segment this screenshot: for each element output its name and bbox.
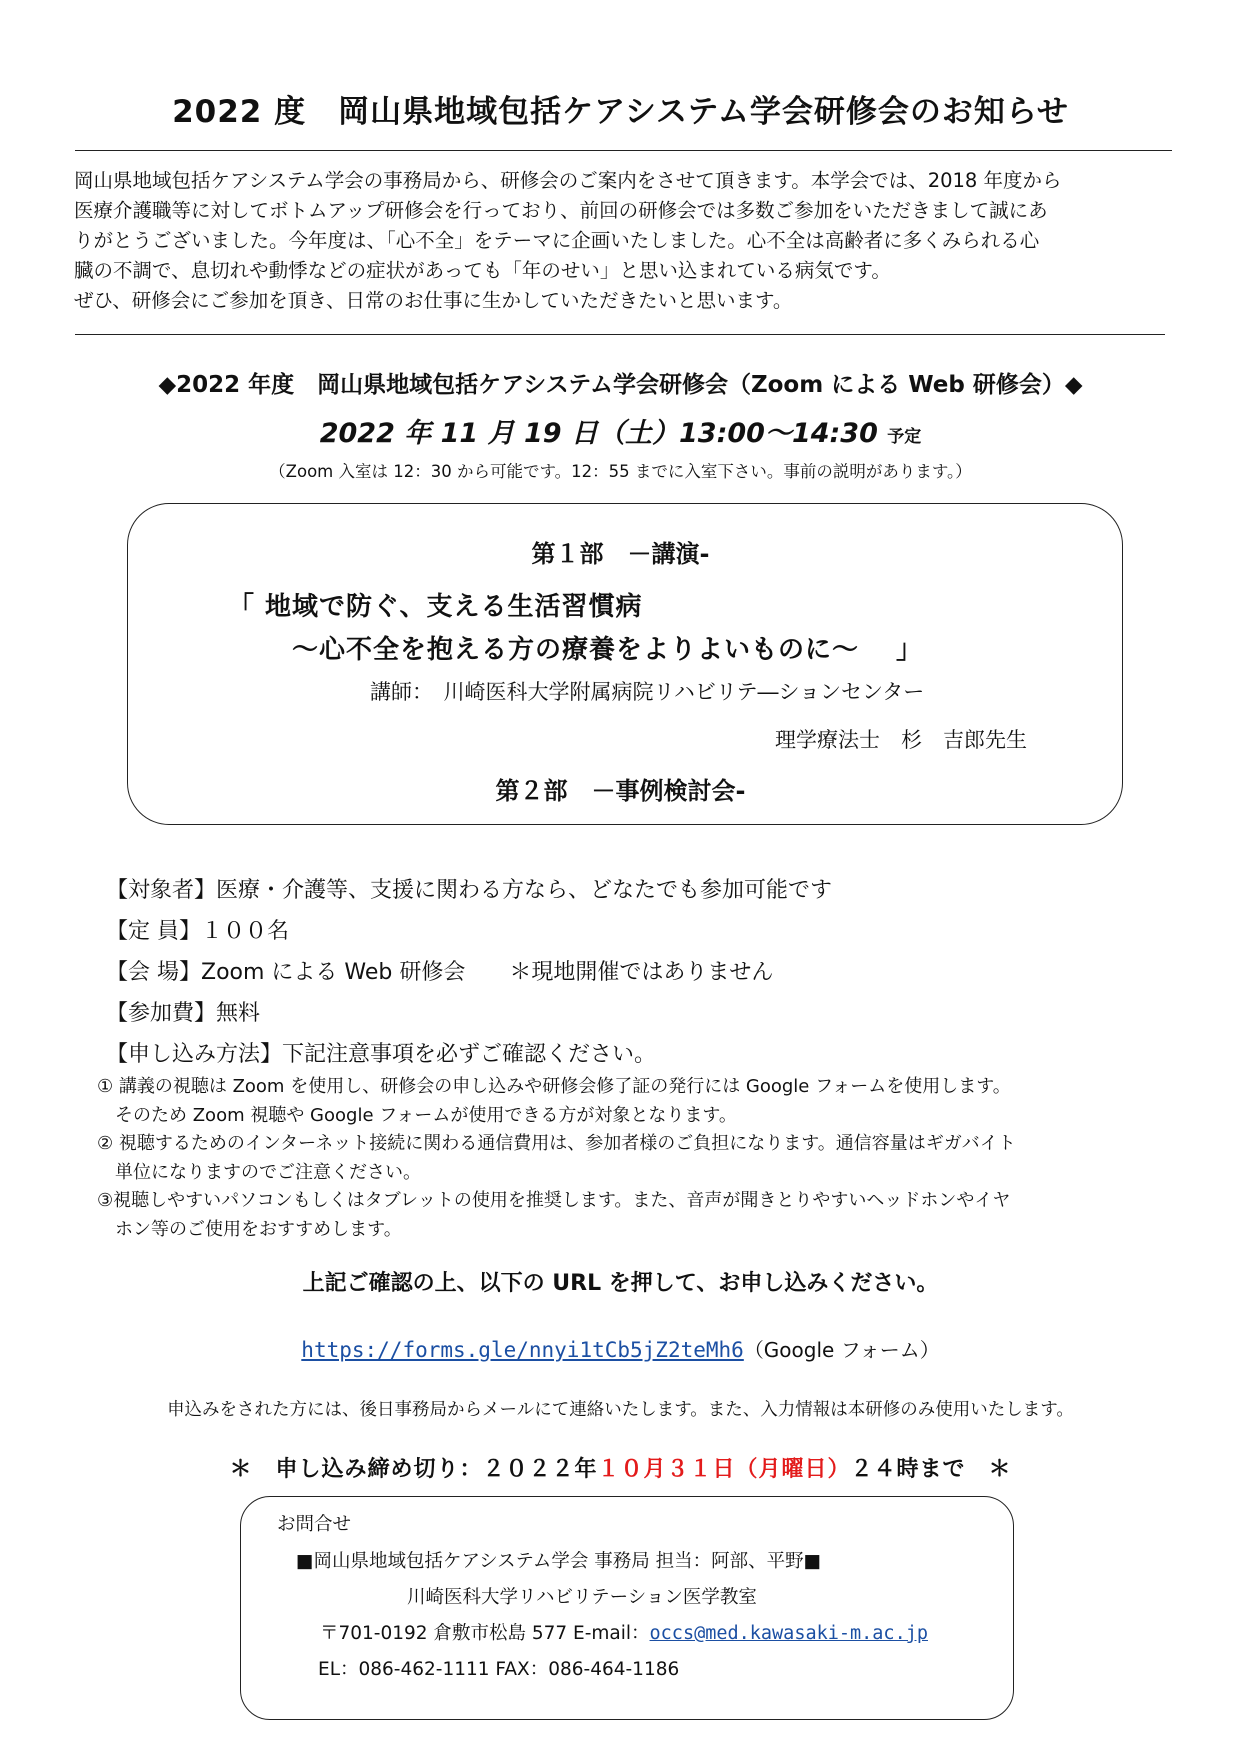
lecturer-affiliation: 講師： 川崎医科大学附属病院リハビリテ―ションセンター (370, 680, 925, 704)
divider (75, 150, 1172, 151)
zoom-note: （Zoom 入室は 12：30 から可能です。12：55 までに入室下さい。事前の説明があります。） (269, 462, 972, 481)
deadline-prefix: ＊ 申し込み締め切り：２０２２年 (229, 1457, 598, 1482)
intro-paragraph (74, 166, 1174, 316)
confirm-text: 上記ご確認の上、以下の URL を押して、お申し込みください。 (302, 1271, 939, 1296)
after-note: 申込みをされた方には、後日事務局からメールにて連絡いたします。また、入力情報は本研修のみ使用いたします。 (167, 1400, 1074, 1420)
form-url-link[interactable]: https://forms.gle/nnyi1tCb5jZ2teMh6 (301, 1338, 744, 1362)
detail-fee: 【参加費】無料 (106, 1001, 261, 1026)
form-url-label: （Google フォーム） (743, 1338, 940, 1362)
lecture-title-line1: 「 地域で防ぐ、支える生活習慣病 (228, 592, 643, 622)
intro-line: りがとうございました。今年度は、「心不全」をテーマに企画いたしました。心不全は高齢者に多くみられる心 (74, 229, 1040, 252)
note-line: ③視聴しやすいパソコンもしくはタブレットの使用を推奨します。また、音声が聞きとりやすいヘッドホンやイヤ (97, 1190, 1011, 1211)
detail-target: 【対象者】医療・介護等、支援に関わる方なら、どなたでも参加可能です (106, 878, 833, 903)
intro-line: 岡山県地域包括ケアシステム学会の事務局から、研修会のご案内をさせて頂きます。本学会では、2018 年度から (74, 169, 1062, 192)
event-headline: ◆2022 年度 岡山県地域包括ケアシステム学会研修会（Zoom による Web 研修会）◆ (158, 372, 1083, 398)
contact-org: ■岡山県地域包括ケアシステム学会 事務局 担当：阿部、平野■ (296, 1551, 822, 1572)
deadline-suffix: ２４時まで ＊ (850, 1457, 1012, 1482)
event-date-text: 2022 年 11 月 19 日（土）13:00～14:30 (319, 418, 888, 449)
contact-address (320, 1619, 928, 1645)
detail-capacity: 【定 員】１００名 (106, 919, 289, 944)
form-link-line (0, 1334, 1241, 1363)
contact-dept: 川崎医科大学リハビリテーション医学教室 (407, 1587, 757, 1608)
note-line: そのため Zoom 視聴や Google フォームが使用できる方が対象となります。 (97, 1104, 737, 1126)
program-part2: 第２部 －事例検討会- (495, 777, 746, 805)
program-part1: 第１部 －講演- (531, 540, 710, 568)
contact-email-link[interactable]: occs@med.kawasaki-m.ac.jp (649, 1623, 928, 1644)
detail-venue: 【会 場】Zoom による Web 研修会 ＊現地開催ではありません (106, 960, 774, 985)
note-line: ② 視聴するためのインターネット接続に関わる通信費用は、参加者様のご負担になります。通信容量はギガバイト (97, 1133, 1016, 1154)
intro-line: ぜひ、研修会にご参加を頂き、日常のお仕事に生かしていただきたいと思います。 (74, 289, 793, 312)
contact-tel-fax: EL：086-462-1111 FAX：086-464-1186 (318, 1659, 680, 1680)
notes-list (97, 1073, 1016, 1244)
event-date (0, 411, 1241, 450)
detail-method: 【申し込み方法】下記注意事項を必ずご確認ください。 (106, 1042, 657, 1067)
event-date-suffix: 予定 (887, 427, 922, 447)
lecture-title-line2: ～心不全を抱える方の療養をよりよいものに～ 」 (292, 635, 924, 665)
page-title: 2022 度 岡山県地域包括ケアシステム学会研修会のお知らせ (172, 94, 1069, 130)
contact-address-text: 〒701-0192 倉敷市松島 577 E-mail： (320, 1623, 650, 1644)
intro-line: 医療介護職等に対してボトムアップ研修会を行っており、前回の研修会では多数ご参加をいただきまして誠にあ (74, 199, 1048, 222)
deadline (0, 1452, 1241, 1483)
note-line: ① 講義の視聴は Zoom を使用し、研修会の申し込みや研修会修了証の発行には Google フォームを使用します。 (97, 1076, 1011, 1097)
contact-heading: お問合せ (277, 1514, 352, 1535)
lecturer-name: 理学療法士 杉 吉郎先生 (775, 728, 1027, 752)
deadline-date: １０月３１日（月曜日） (597, 1457, 851, 1482)
intro-line: 臓の不調で、息切れや動悸などの症状があっても「年のせい」と思い込まれている病気です。 (74, 259, 891, 282)
divider (75, 334, 1165, 335)
note-line: 単位になりますのでご注意ください。 (97, 1161, 421, 1183)
note-line: ホン等のご使用をおすすめします。 (97, 1218, 402, 1240)
